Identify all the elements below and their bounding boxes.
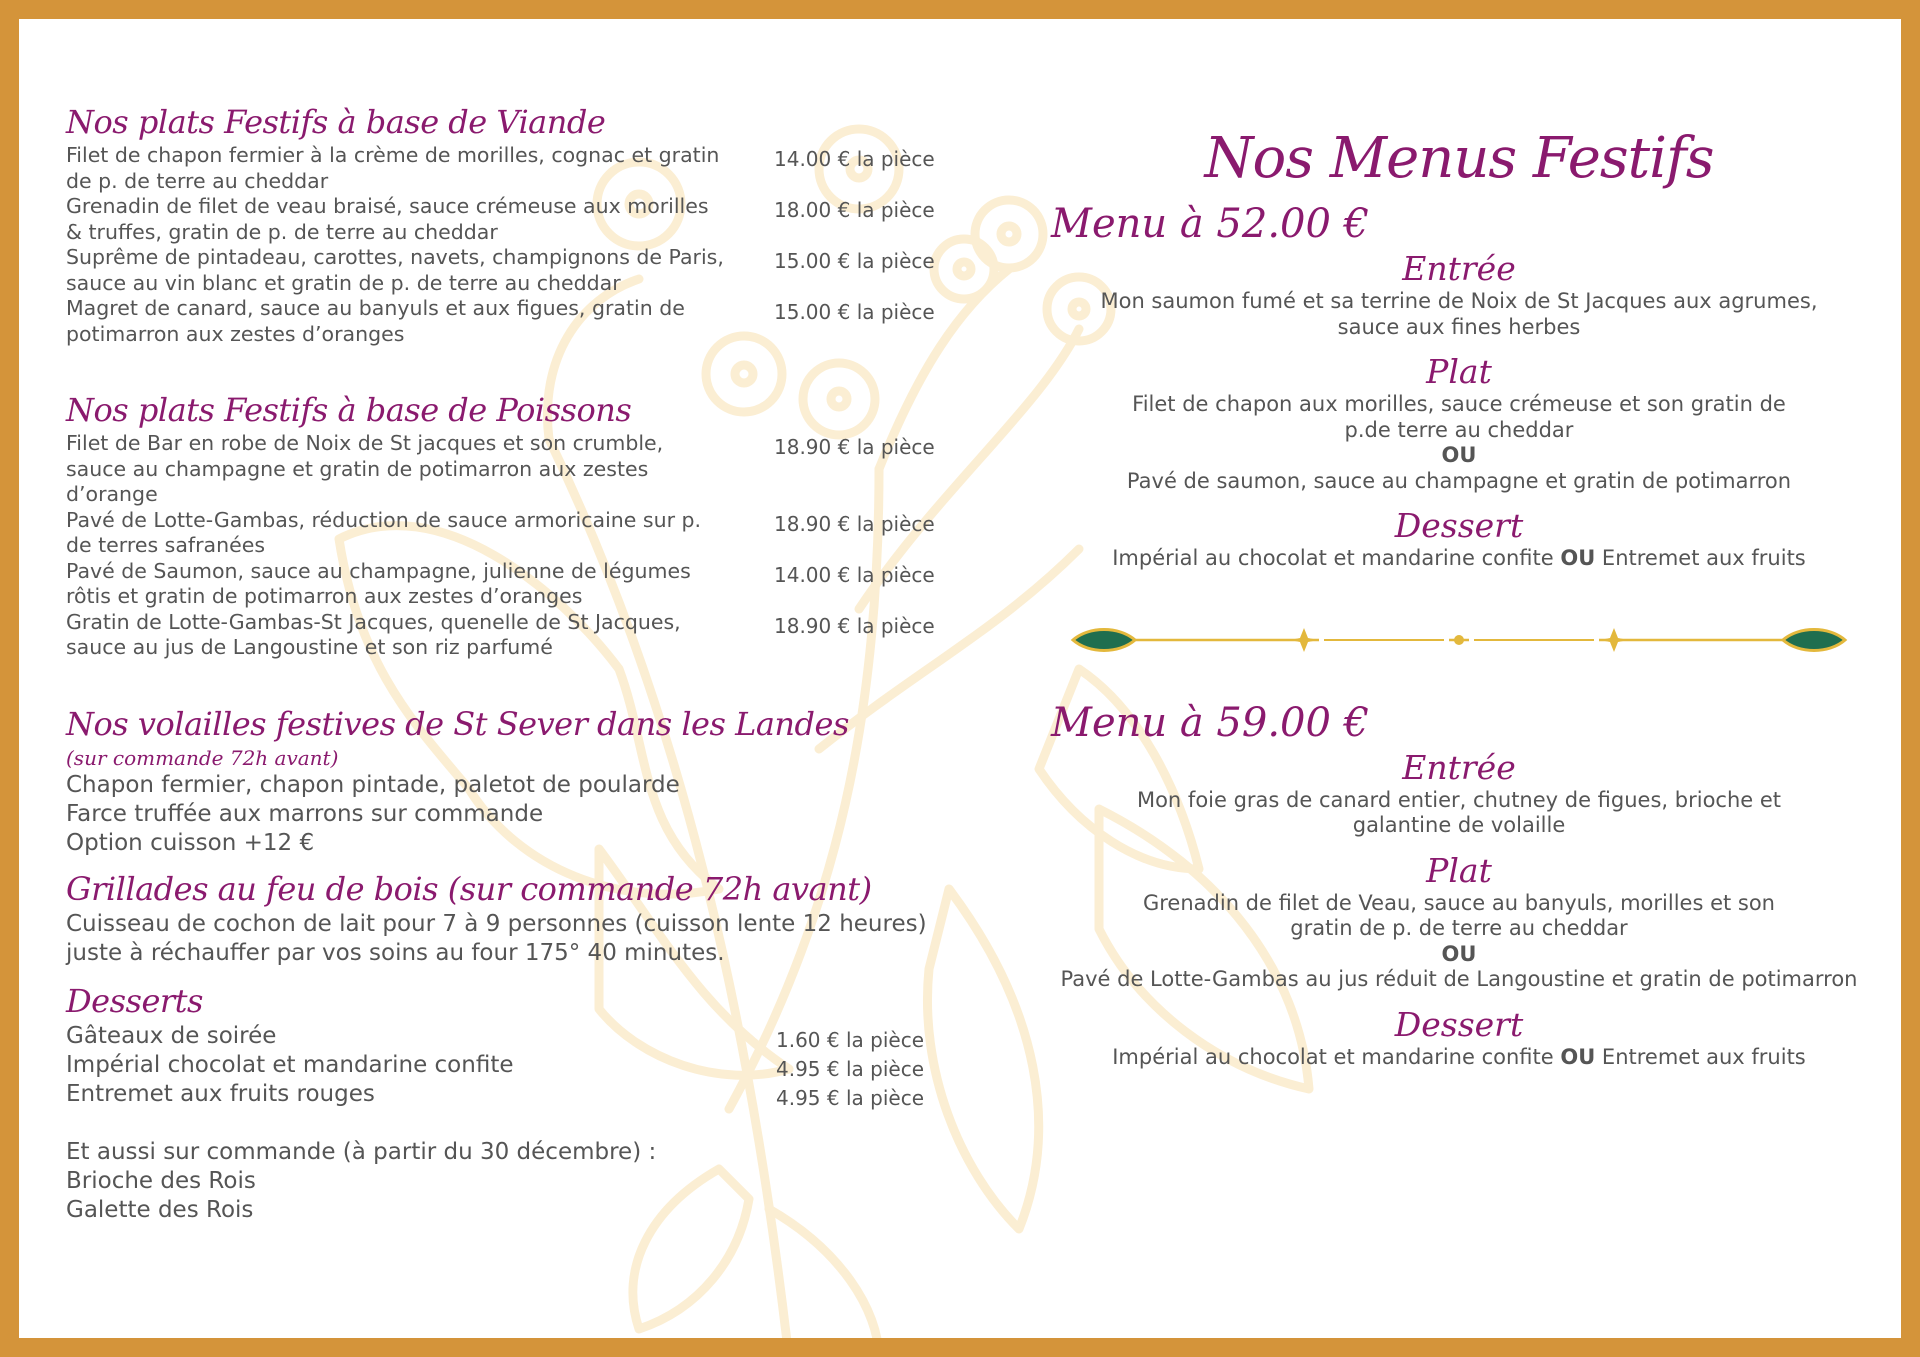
volailles-line: Option cuisson +12 € xyxy=(66,829,315,856)
menu-59-plat-line: Grenadin de filet de Veau, sauce au banyuls, morilles et son xyxy=(1142,890,1775,915)
menu-52-dessert-b: Entremet aux fruits xyxy=(1595,546,1806,570)
desserts-section xyxy=(66,980,966,1225)
menu-52-entree-line: sauce aux fines herbes xyxy=(1337,314,1581,339)
menu-52 xyxy=(1039,199,1879,572)
menu-59-dessert-line xyxy=(1039,1045,1879,1071)
dessert-price: 1.60 € la pièce xyxy=(776,1027,924,1052)
dish-description: Pavé de Saumon, sauce au champagne, julienne de légumes rôtis et gratin de potimarron aux zestes d’oranges xyxy=(66,558,691,608)
leaf-icon xyxy=(1073,629,1135,650)
dish-price: 18.00 € la pièce xyxy=(774,198,935,222)
grillades-line: juste à réchauffer par vos soins au four 175° 40 minutes. xyxy=(66,939,725,966)
grillades-title: Grillades au feu de bois (sur commande 72h avant) xyxy=(66,869,872,908)
dish-description: Gratin de Lotte-Gambas-St Jacques, quenelle de St Jacques, sauce au jus de Langoustine et son riz parfumé xyxy=(66,609,681,659)
menu-59-plat-label: Plat xyxy=(1426,850,1492,890)
dish-price: 18.90 € la pièce xyxy=(774,511,935,536)
menu-52-dessert-label: Dessert xyxy=(1394,506,1524,545)
menu-59-entree-line: galantine de volaille xyxy=(1352,813,1566,837)
viande-list xyxy=(66,143,966,347)
dessert-item xyxy=(66,1051,966,1080)
poissons-title: Nos plats Festifs à base de Poissons xyxy=(66,391,632,429)
dish-price: 14.00 € la pièce xyxy=(774,562,935,587)
dessert-price: 4.95 € la pièce xyxy=(776,1085,924,1110)
menu-59-dessert-label: Dessert xyxy=(1394,1004,1524,1044)
menu-52-dessert-line xyxy=(1039,546,1879,572)
leaf-icon xyxy=(1783,629,1845,650)
menu-52-plat-line: Filet de chapon aux morilles, sauce crémeuse et son gratin de xyxy=(1132,392,1786,416)
menu-59-dessert-b: Entremet aux fruits xyxy=(1595,1044,1806,1069)
dish-description: Pavé de Lotte-Gambas, réduction de sauce armoricaine sur p. de terres safranées xyxy=(66,507,702,557)
menu-52-plat-line: Pavé de saumon, sauce au champagne et gratin de potimarron xyxy=(1126,468,1792,493)
menu-52-dessert-a: Impérial au chocolat et mandarine confite xyxy=(1112,546,1561,570)
desserts-extra-line: Galette des Rois xyxy=(66,1196,254,1223)
star-icon xyxy=(1600,628,1628,652)
menu-59-dessert-a: Impérial au chocolat et mandarine confite xyxy=(1112,1044,1561,1069)
dish-price: 15.00 € la pièce xyxy=(774,300,935,324)
ornamental-divider xyxy=(1069,620,1849,660)
volailles-line: Farce truffée aux marrons sur commande xyxy=(66,800,544,827)
grillades-section xyxy=(66,868,966,968)
menu-59-dessert-or: OU xyxy=(1560,1044,1596,1069)
volailles-title: Nos volailles festives de St Sever dans les Landes xyxy=(66,704,849,743)
menu-52-entree-line: Mon saumon fumé et sa terrine de Noix de St Jacques aux agrumes, xyxy=(1100,289,1818,313)
dessert-price: 4.95 € la pièce xyxy=(776,1056,924,1081)
volailles-section xyxy=(66,703,966,858)
menu-52-plat-line: p.de terre au cheddar xyxy=(1344,417,1574,442)
dessert-item xyxy=(66,1022,966,1051)
desserts-title: Desserts xyxy=(66,981,203,1020)
dish-row xyxy=(66,559,966,610)
dish-description: Filet de chapon fermier à la crème de morilles, cognac et gratin de p. de terre au cheddar xyxy=(66,143,720,193)
menus-title: Nos Menus Festifs xyxy=(1204,126,1714,191)
menu-59 xyxy=(1039,698,1879,1071)
menu-59-price: Menu à 59.00 € xyxy=(1051,699,1370,746)
star-icon xyxy=(1290,628,1318,652)
dish-row xyxy=(66,194,966,245)
dessert-name: Entremet aux fruits rouges xyxy=(66,1080,375,1107)
viande-title: Nos plats Festifs à base de Viande xyxy=(66,103,606,141)
menu-59-entree-label: Entrée xyxy=(1402,747,1516,787)
dish-row xyxy=(66,508,966,559)
menu-52-price: Menu à 52.00 € xyxy=(1051,201,1370,247)
right-column xyxy=(1039,119,1879,1070)
poissons-section xyxy=(66,389,966,661)
menu-59-plat-line: gratin de p. de terre au cheddar xyxy=(1290,916,1628,940)
menu-52-plat-or: OU xyxy=(1441,443,1477,467)
poissons-list xyxy=(66,431,966,661)
dessert-name: Impérial chocolat et mandarine confite xyxy=(66,1051,514,1078)
dish-price: 18.90 € la pièce xyxy=(774,613,935,638)
desserts-extra-line: Et aussi sur commande (à partir du 30 décembre) : xyxy=(66,1138,657,1165)
dish-description: Filet de Bar en robe de Noix de St jacques et son crumble, sauce au champagne et gratin de potimarron aux zestes d’orange xyxy=(66,431,664,506)
dish-row xyxy=(66,143,966,194)
dish-description: Suprême de pintadeau, carottes, navets, champignons de Paris, sauce au vin blanc et gratin de p. de terre au cheddar xyxy=(66,245,724,295)
left-column xyxy=(66,101,966,1225)
dish-row xyxy=(66,431,966,508)
grillades-line: Cuisseau de cochon de lait pour 7 à 9 personnes (cuisson lente 12 heures) xyxy=(66,910,927,937)
dish-row xyxy=(66,245,966,296)
volailles-line: Chapon fermier, chapon pintade, paletot de poularde xyxy=(66,771,680,798)
dessert-item xyxy=(66,1080,966,1109)
dish-row xyxy=(66,296,966,347)
dot-icon xyxy=(1454,635,1464,645)
dish-price: 14.00 € la pièce xyxy=(774,147,935,171)
menu-59-entree-line: Mon foie gras de canard entier, chutney de figues, brioche et xyxy=(1136,787,1782,812)
desserts-extra-line: Brioche des Rois xyxy=(66,1167,256,1194)
menu-52-dessert-or: OU xyxy=(1560,546,1596,570)
dish-row xyxy=(66,610,966,661)
dish-price: 18.90 € la pièce xyxy=(774,435,935,459)
menu-52-entree-label: Entrée xyxy=(1402,249,1516,288)
dish-description: Magret de canard, sauce au banyuls et aux figues, gratin de potimarron aux zestes d’oranges xyxy=(66,296,685,346)
dessert-name: Gâteaux de soirée xyxy=(66,1022,277,1049)
dish-description: Grenadin de filet de veau braisé, sauce crémeuse aux morilles & truffes, gratin de p. de terre au cheddar xyxy=(66,194,709,244)
menu-52-plat-label: Plat xyxy=(1426,352,1492,391)
menu-59-plat-line: Pavé de Lotte-Gambas au jus réduit de Langoustine et gratin de potimarron xyxy=(1060,967,1858,991)
dish-price: 15.00 € la pièce xyxy=(774,249,935,273)
viande-section xyxy=(66,101,966,347)
menu-59-plat-or: OU xyxy=(1441,941,1477,966)
volailles-subtitle: (sur commande 72h avant) xyxy=(66,745,339,770)
